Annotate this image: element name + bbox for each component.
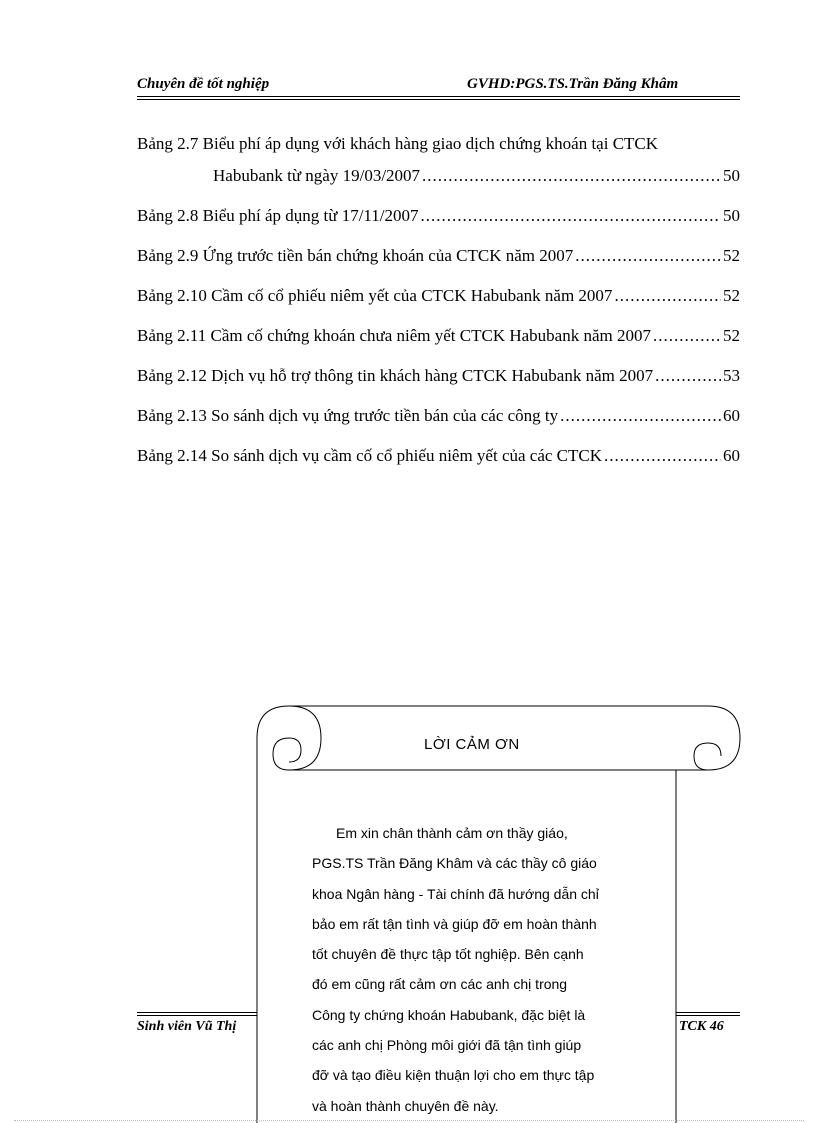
acknowledgement-line: đỡ và tạo điều kiện thuận lợi cho em thực tập xyxy=(312,1067,595,1084)
toc-page-number: 50 xyxy=(723,206,740,225)
acknowledgement-line: Em xin chân thành cảm ơn thầy giáo, xyxy=(336,825,568,841)
acknowledgement-line: các anh chị Phòng môi giới đã tận tình giúp xyxy=(312,1037,582,1054)
toc-entry-2-13: Bảng 2.13 So sánh dịch vụ ứng trước tiền bán của các công ty ..... 60 xyxy=(137,406,740,426)
acknowledgement-line: tốt chuyên đề thực tập tốt nghiệp. Bên cạnh xyxy=(312,946,584,963)
scroll-left-cap xyxy=(257,706,289,1123)
footer-rule-left-bottom xyxy=(137,1015,257,1016)
footer-class: TCK 46 xyxy=(679,1019,724,1034)
acknowledgement-line: và hoàn thành chuyên đề này. xyxy=(312,1097,499,1114)
acknowledgement-line: khoa Ngân hàng - Tài chính đã hướng dẫn chỉ xyxy=(312,885,599,902)
toc-page-number: 52 xyxy=(723,246,740,265)
footer-rule-right-bottom xyxy=(676,1015,740,1016)
toc-page-number: 60 xyxy=(723,446,740,465)
header-course-title: Chuyên đề tốt nghiệp xyxy=(137,76,270,92)
toc-entry-2-11: Bảng 2.11 Cầm cố chứng khoán chưa niêm yết CTCK Habubank năm 2007 ..... 52 xyxy=(137,326,740,346)
acknowledgement-line: PGS.TS Trần Đăng Khâm và các thầy cô giáo xyxy=(312,855,597,872)
acknowledgement-body xyxy=(312,818,646,1121)
footer-rule-left-top xyxy=(137,1012,257,1013)
acknowledgement-line: đó em cũng rất cảm ơn các anh chị trong xyxy=(312,976,568,993)
toc-page-number: 52 xyxy=(723,326,740,345)
toc-entry-2-14: Bảng 2.14 So sánh dịch vụ cầm cố cổ phiếu niêm yết của các CTCK ..... 60 xyxy=(137,446,740,466)
footer-student: Sinh viên Vũ Thị xyxy=(137,1019,237,1034)
scroll-right-curl xyxy=(694,743,721,770)
footer-rule-right-top xyxy=(676,1012,740,1013)
page-bottom-dotted-border xyxy=(14,1120,804,1121)
acknowledgement-line: bảo em rất tận tình và giúp đỡ em hoàn thành xyxy=(312,915,597,932)
toc-page-number: 52 xyxy=(723,286,740,305)
toc-entry-2-12: Bảng 2.12 Dịch vụ hỗ trợ thông tin khách hàng CTCK Habubank năm 2007 ..... 53 xyxy=(137,366,740,386)
toc-entry-2-7-line1: Bảng 2.7 Biểu phí áp dụng với khách hàng giao dịch chứng khoán tại CTCK xyxy=(137,134,659,153)
scroll-left-curl xyxy=(273,706,321,770)
toc-entry-2-7-line2: Habubank từ ngày 19/03/2007 ..... 50 xyxy=(213,166,740,186)
toc-entry-2-9: Bảng 2.9 Ứng trước tiền bán chứng khoán của CTCK năm 2007 ..... 52 xyxy=(137,246,740,266)
toc-page-number: 60 xyxy=(723,406,740,425)
toc-page-number: 53 xyxy=(723,366,740,385)
toc-entry-2-8: Bảng 2.8 Biểu phí áp dụng từ 17/11/2007 ..... 50 xyxy=(137,206,740,226)
header-advisor: GVHD:PGS.TS.Trần Đăng Khâm xyxy=(467,76,679,92)
acknowledgement-title: LỜI CẢM ƠN xyxy=(424,736,520,753)
toc-entry-2-10: Bảng 2.10 Cầm cố cổ phiếu niêm yết của CTCK Habubank năm 2007 ..... 52 xyxy=(137,286,740,306)
toc-page-number: 50 xyxy=(723,166,740,185)
acknowledgement-line: Công ty chứng khoán Habubank, đặc biệt là xyxy=(312,1006,586,1023)
